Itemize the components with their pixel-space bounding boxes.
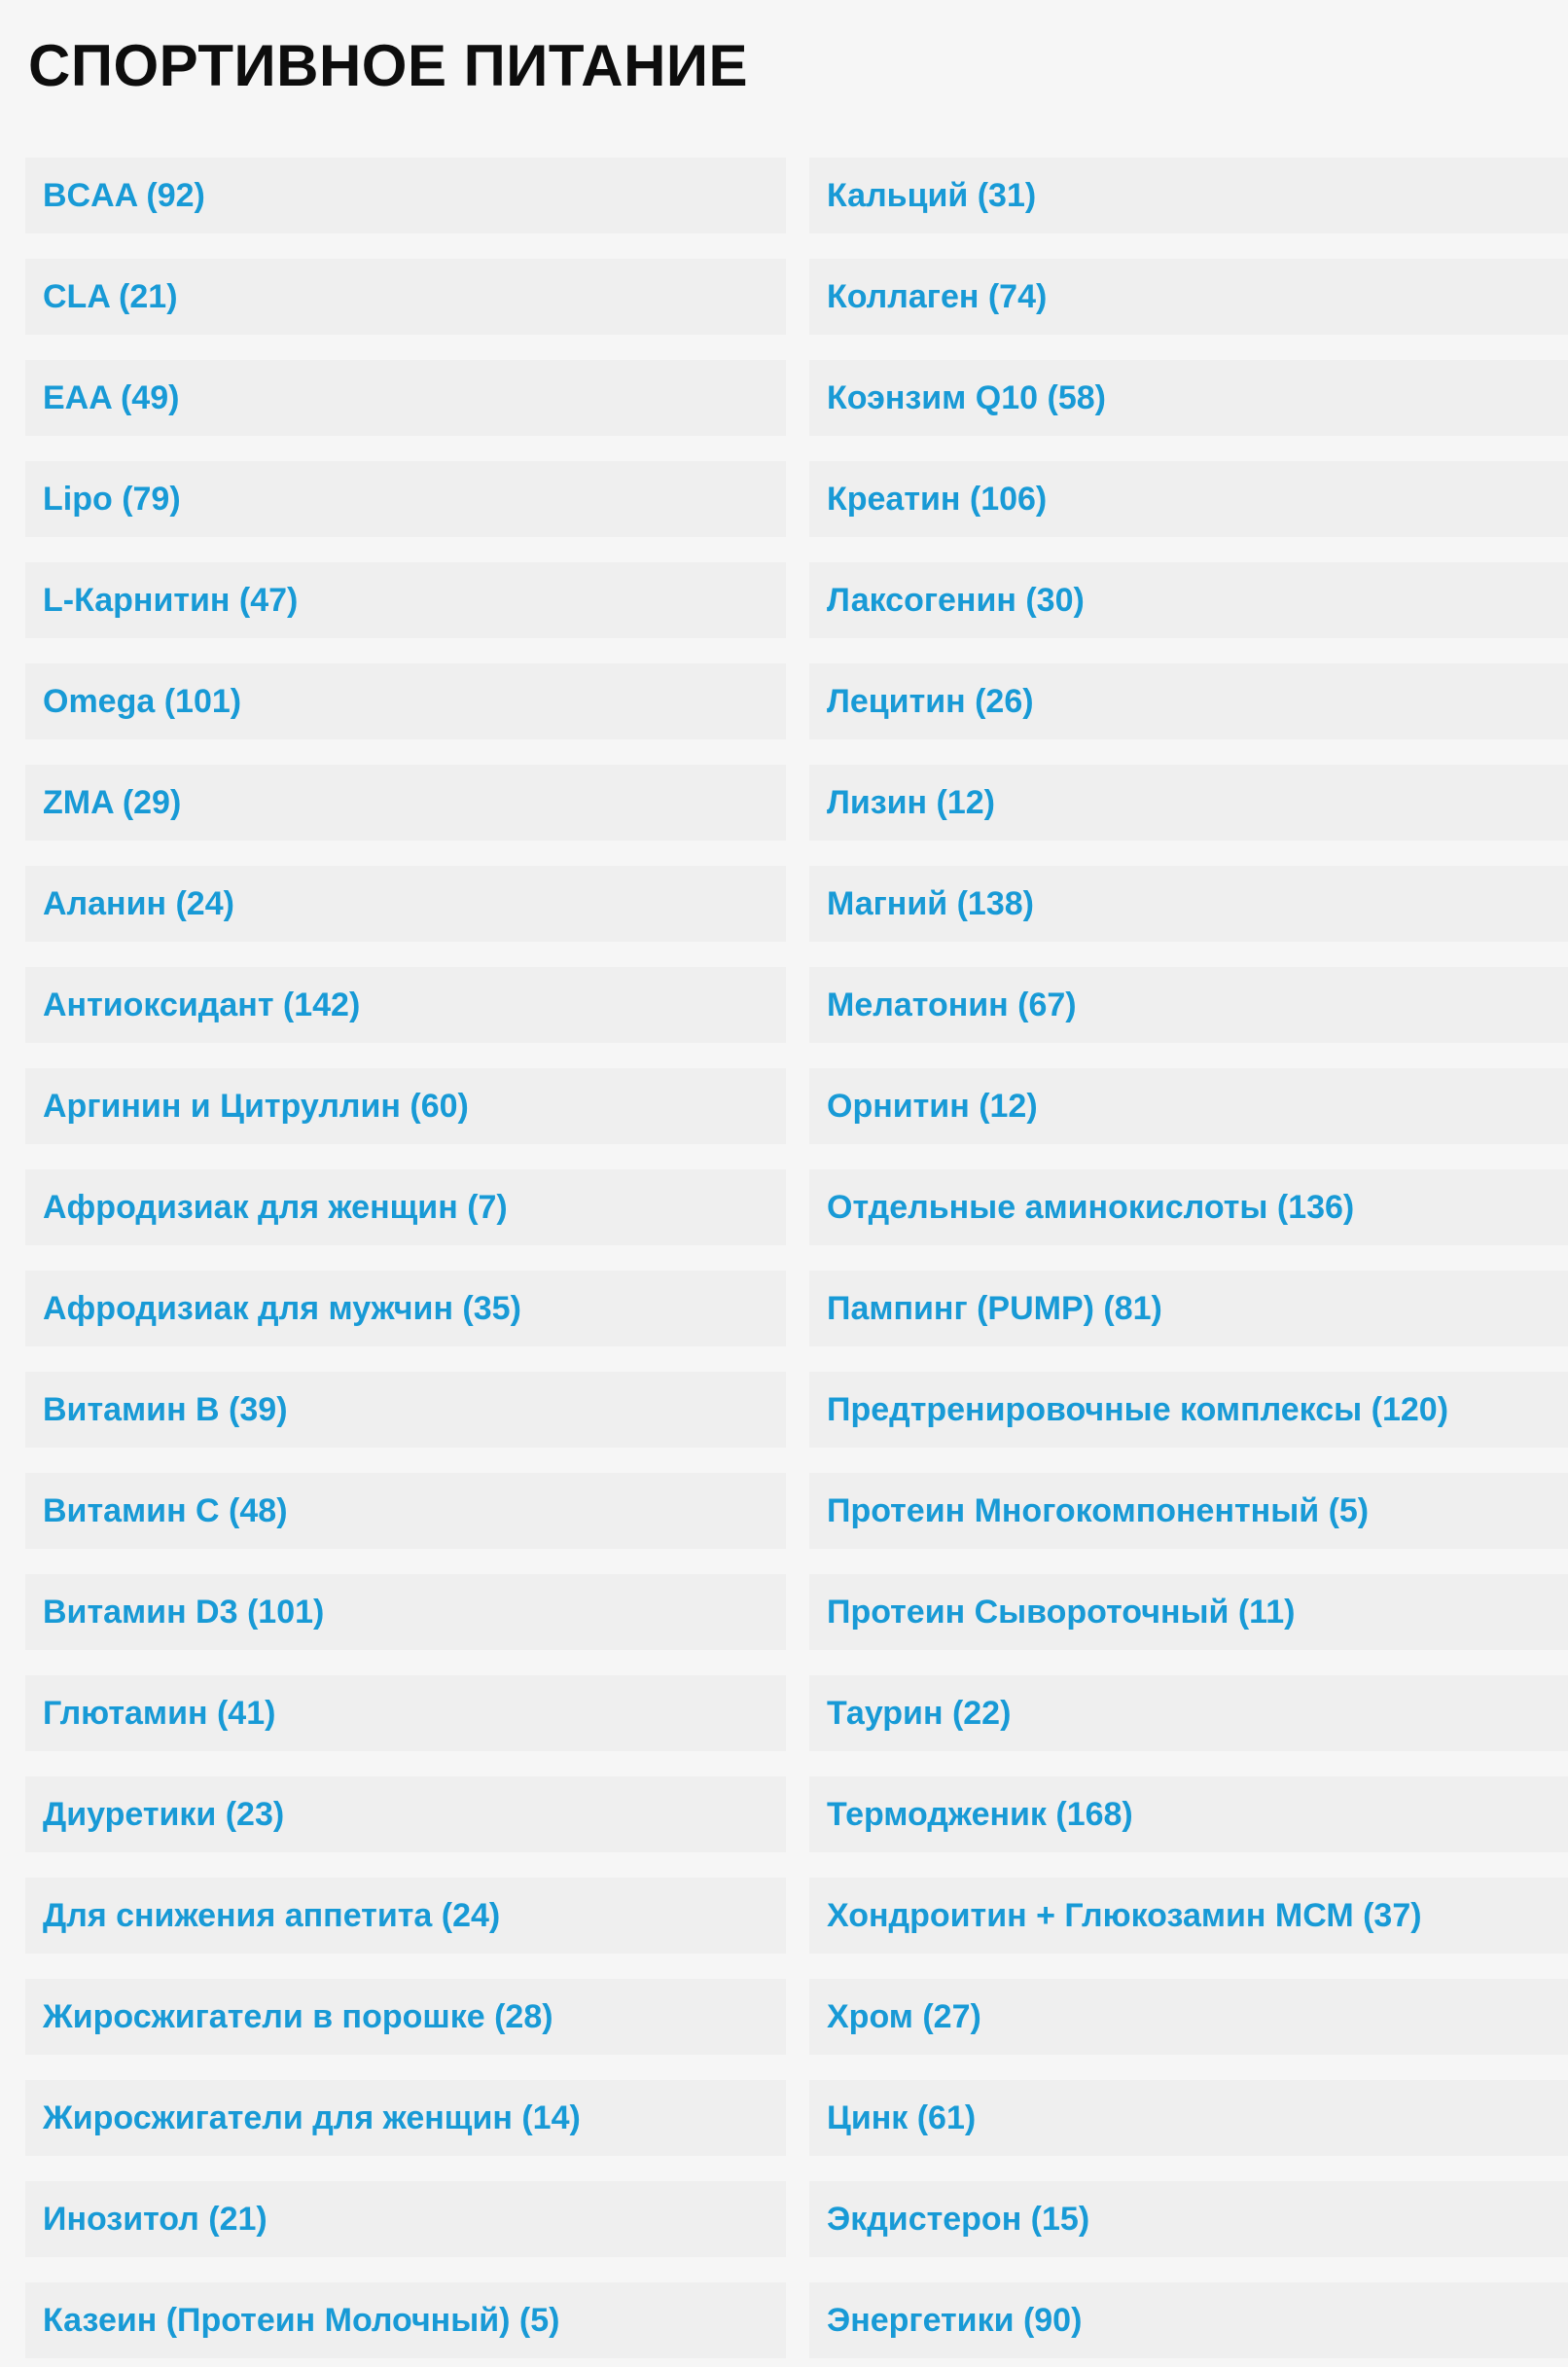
- category-link[interactable]: Аргинин и Цитруллин (60): [25, 1068, 786, 1144]
- category-link[interactable]: Витамин B (39): [25, 1372, 786, 1448]
- category-link[interactable]: Жиросжигатели для женщин (14): [25, 2080, 786, 2156]
- category-link[interactable]: Протеин Сывороточный (11): [809, 1574, 1568, 1650]
- category-link[interactable]: Для снижения аппетита (24): [25, 1878, 786, 1954]
- category-grid: [25, 158, 1568, 2358]
- category-link[interactable]: Аланин (24): [25, 866, 786, 942]
- category-link[interactable]: Энергетики (90): [809, 2282, 1568, 2358]
- category-link[interactable]: Афродизиак для женщин (7): [25, 1169, 786, 1245]
- category-link[interactable]: CLA (21): [25, 259, 786, 335]
- category-link[interactable]: Хондроитин + Глюкозамин МСМ (37): [809, 1878, 1568, 1954]
- category-link[interactable]: Диуретики (23): [25, 1776, 786, 1852]
- category-link[interactable]: Лецитин (26): [809, 663, 1568, 739]
- category-link[interactable]: Витамин D3 (101): [25, 1574, 786, 1650]
- category-link[interactable]: Коэнзим Q10 (58): [809, 360, 1568, 436]
- category-link[interactable]: ZMA (29): [25, 765, 786, 841]
- category-column-right: [809, 158, 1568, 2358]
- category-link[interactable]: BCAA (92): [25, 158, 786, 233]
- category-link[interactable]: Креатин (106): [809, 461, 1568, 537]
- page-title: СПОРТИВНОЕ ПИТАНИЕ: [28, 33, 749, 98]
- category-link[interactable]: Кальций (31): [809, 158, 1568, 233]
- category-link[interactable]: Казеин (Протеин Молочный) (5): [25, 2282, 786, 2358]
- category-link[interactable]: Антиоксидант (142): [25, 967, 786, 1043]
- category-link[interactable]: Глютамин (41): [25, 1675, 786, 1751]
- category-link[interactable]: Лаксогенин (30): [809, 562, 1568, 638]
- category-link[interactable]: Хром (27): [809, 1979, 1568, 2055]
- category-link[interactable]: Лизин (12): [809, 765, 1568, 841]
- category-link[interactable]: Витамин C (48): [25, 1473, 786, 1549]
- category-link[interactable]: L-Карнитин (47): [25, 562, 786, 638]
- category-link[interactable]: Таурин (22): [809, 1675, 1568, 1751]
- category-link[interactable]: EAA (49): [25, 360, 786, 436]
- category-link[interactable]: Мелатонин (67): [809, 967, 1568, 1043]
- category-link[interactable]: Орнитин (12): [809, 1068, 1568, 1144]
- category-link[interactable]: Цинк (61): [809, 2080, 1568, 2156]
- category-link[interactable]: Термодженик (168): [809, 1776, 1568, 1852]
- category-column-left: [25, 158, 786, 2358]
- category-link[interactable]: Omega (101): [25, 663, 786, 739]
- category-link[interactable]: Афродизиак для мужчин (35): [25, 1271, 786, 1346]
- category-link[interactable]: Отдельные аминокислоты (136): [809, 1169, 1568, 1245]
- category-link[interactable]: Жиросжигатели в порошке (28): [25, 1979, 786, 2055]
- category-link[interactable]: Протеин Многокомпонентный (5): [809, 1473, 1568, 1549]
- category-link[interactable]: Экдистерон (15): [809, 2181, 1568, 2257]
- category-link[interactable]: Пампинг (PUMP) (81): [809, 1271, 1568, 1346]
- category-link[interactable]: Предтренировочные комплексы (120): [809, 1372, 1568, 1448]
- category-link[interactable]: Коллаген (74): [809, 259, 1568, 335]
- category-link[interactable]: Инозитол (21): [25, 2181, 786, 2257]
- category-link[interactable]: Lipo (79): [25, 461, 786, 537]
- category-link[interactable]: Магний (138): [809, 866, 1568, 942]
